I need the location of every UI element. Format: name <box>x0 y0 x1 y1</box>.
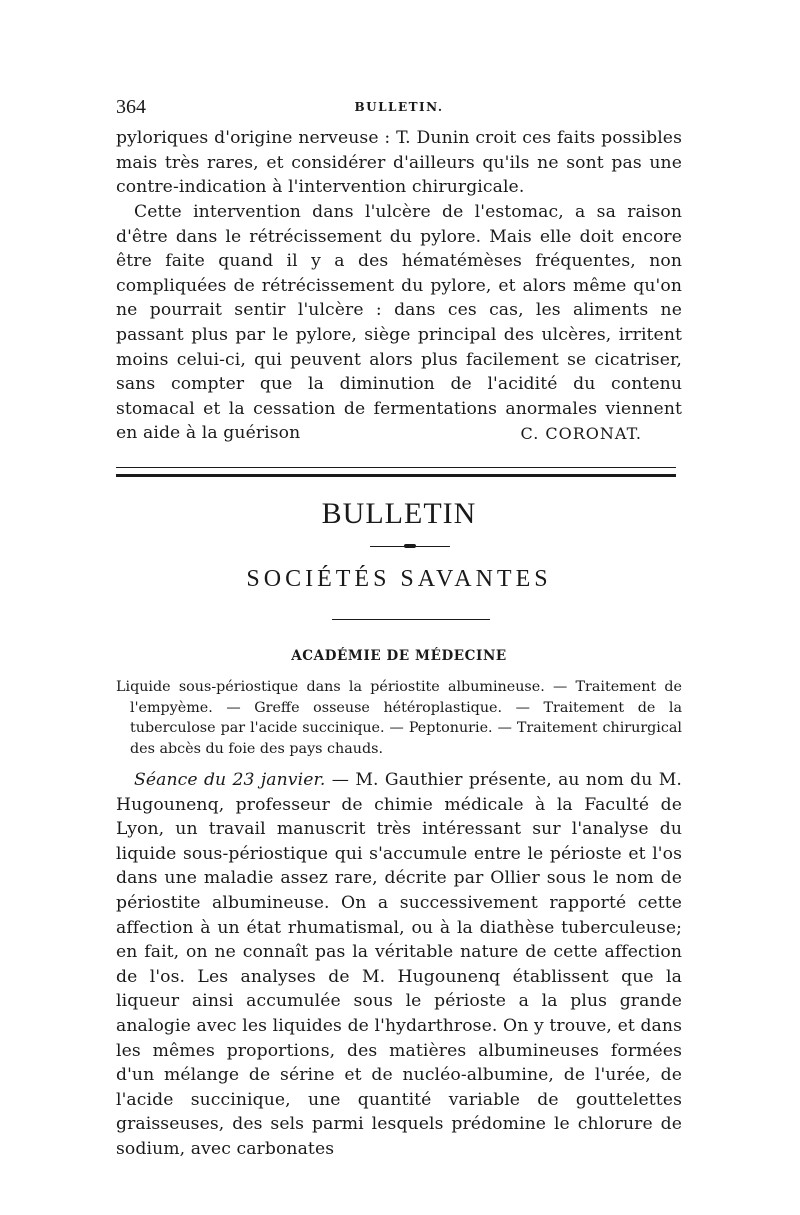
section-divider <box>116 467 676 477</box>
session-paragraph <box>116 768 682 1162</box>
author-signature: C. CORONAT. <box>520 424 642 443</box>
session-text: — M. Gauthier présente, au nom du M. Hugounenq, professeur de chimie médicale à la Faculté de Lyon, un travail manuscrit très intéressant sur l'analyse du liquide sous-périostique qui s'accumule entre le périoste et l'os dans une maladie assez rare, décrite par Ollier sous le nom de périostite albumineuse. On a successivement rapporté cette affection à un état rhumatismal, ou à la diathèse tuberculeuse; en fait, on ne connaît pas la véritable nature de cette affection de l'os. Les analyses de M. Hugounenq établissent que la liqueur ainsi accumulée sous le périoste a la plus grande analogie avec les liquides de l'hydarthrose. On y trouve, et dans les mêmes proportions, des matières albumineuses formées d'un mélange de sérine et de nucléo-albumine, de l'urée, de l'acide succinique, une quantité variable de gouttelettes graisseuses, des sels parmi lesquels prédomine le chlorure de sodium, avec carbonates <box>116 770 682 1159</box>
subtitle-rule <box>332 619 490 620</box>
ornament-divider <box>370 545 450 549</box>
article-paragraph-1: pyloriques d'origine nerveuse : T. Dunin croit ces faits possibles mais très rares, et considérer d'ailleurs qu'ils ne sont pas une contre-indication à l'intervention chirurgicale. <box>116 128 682 198</box>
bulletin-subtitle: SOCIÉTÉS SAVANTES <box>246 566 552 592</box>
academy-heading: ACADÉMIE DE MÉDECINE <box>291 648 507 664</box>
running-head <box>116 96 682 120</box>
bulletin-title: BULLETIN <box>321 497 477 530</box>
session-summary: Liquide sous-périostique dans la périostite albumineuse. — Traitement de l'empyème. — Greffe osseuse hétéroplastique. — Traitement de la tuberculose par l'acide succinique. — Peptonurie. — Traitement chirurgical des abcès du foie des pays chauds. <box>116 679 682 757</box>
page-number: 364 <box>116 96 146 118</box>
seance-date: Séance du 23 janvier. <box>134 770 326 790</box>
article-paragraph-2: Cette intervention dans l'ulcère de l'estomac, a sa raison d'être dans le rétrécissement du pylore. Mais elle doit encore être faite quand il y a des hématémèses fréquentes, non compliquées de rétrécissement du pylore, et alors même qu'on ne pourrait sentir l'ulcère : dans ces cas, les aliments ne passant plus par le pylore, siège principal des ulcères, irritent moins celui-ci, qui peuvent alors plus facilement se cicatriser, sans compter que la diminution de l'acidité du contenu stomacal et la cessation de fermentations anormales viennent en aide à la guérison <box>116 202 682 444</box>
running-title: BULLETIN. <box>354 100 444 114</box>
